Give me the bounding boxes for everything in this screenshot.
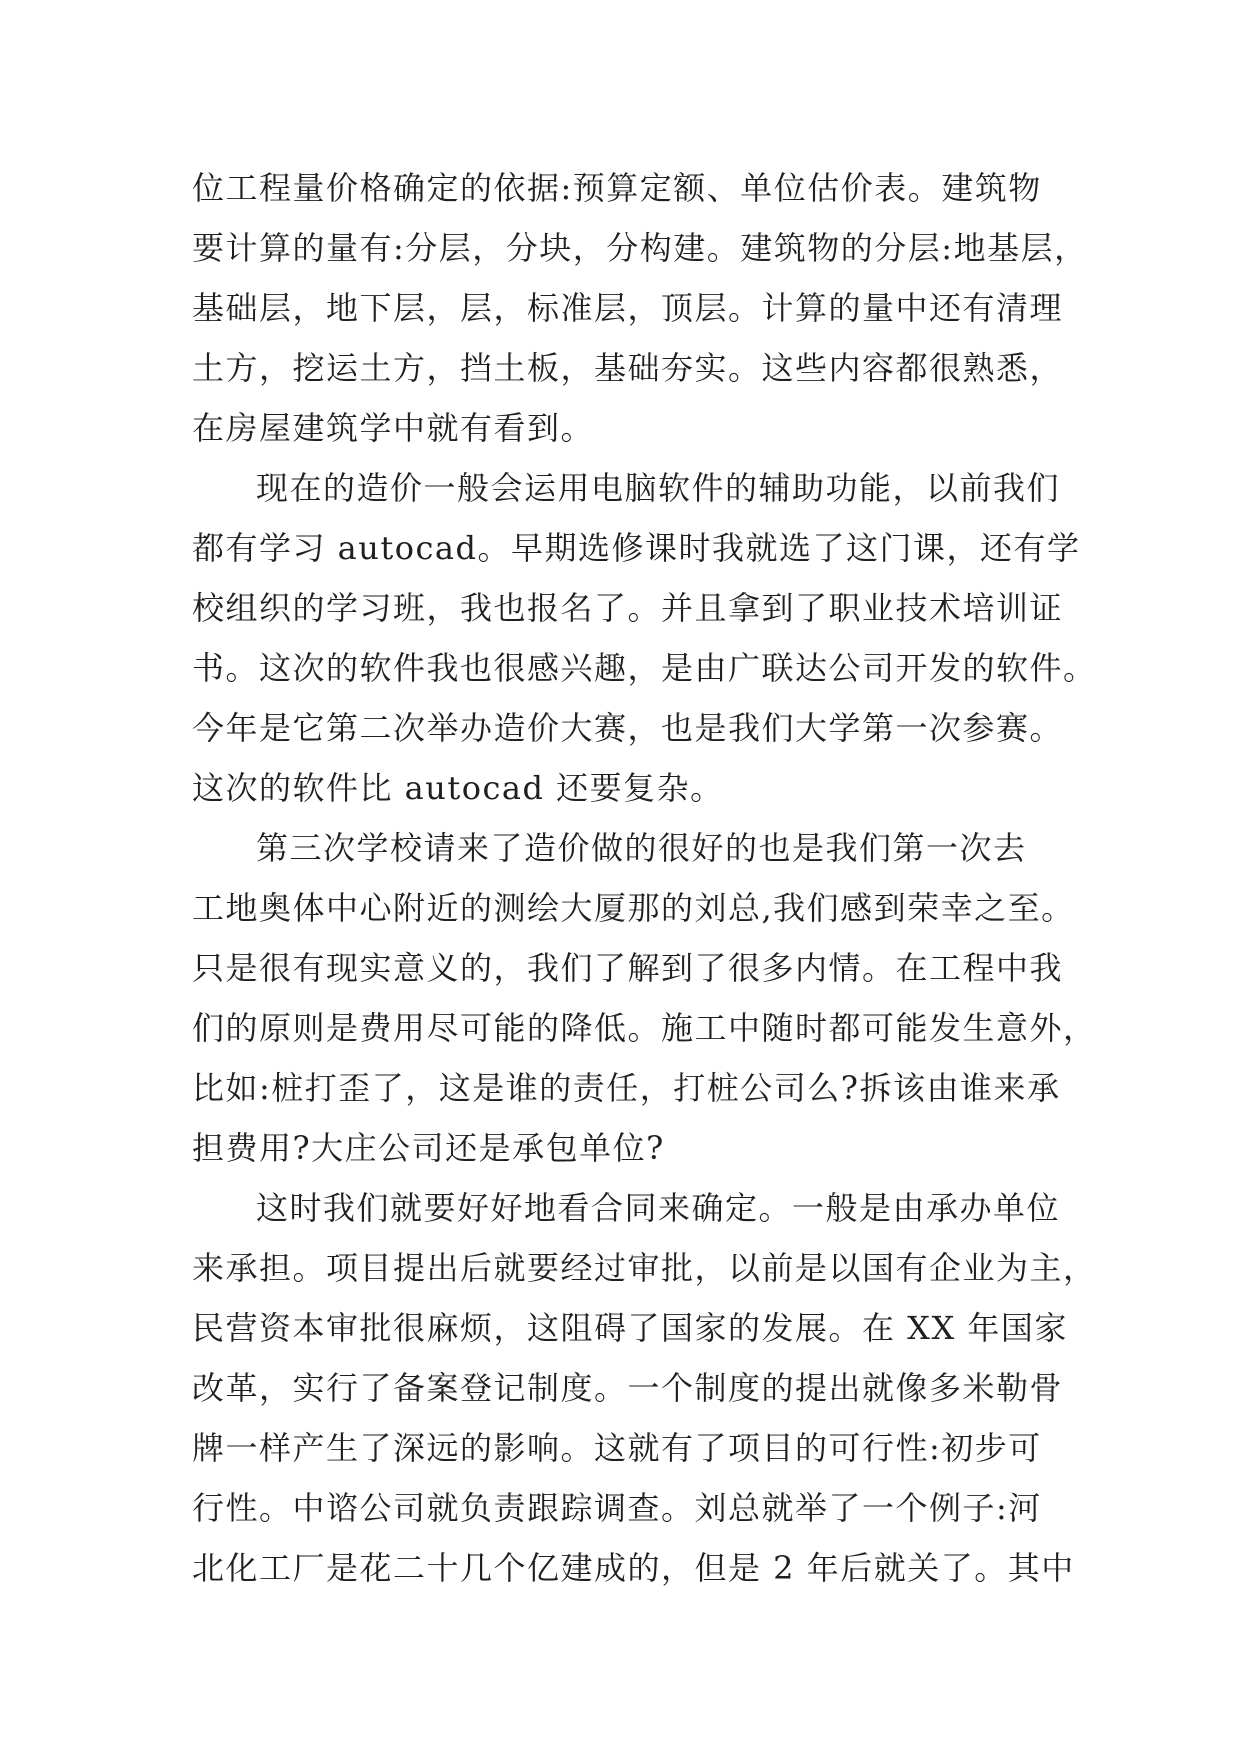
text-line: 书。这次的软件我也很感兴趣，是由广联达公司开发的软件。 bbox=[192, 649, 1097, 687]
body-text bbox=[192, 158, 1097, 1598]
text-line: 要计算的量有:分层，分块，分构建。建筑物的分层:地基层， bbox=[192, 229, 1088, 267]
text-line: 今年是它第二次举办造价大赛，也是我们大学第一次参赛。 bbox=[192, 709, 1064, 747]
paragraph-first-line: 这时我们就要好好地看合同来确定。一般是由承办单位 bbox=[256, 1189, 1061, 1227]
text-line: 担费用?大庄公司还是承包单位? bbox=[192, 1129, 665, 1167]
text-line: 比如:桩打歪了，这是谁的责任，打桩公司么?拆该由谁来承 bbox=[192, 1069, 1061, 1107]
text-line: 校组织的学习班，我也报名了。并且拿到了职业技术培训证 bbox=[192, 589, 1064, 627]
text-line: 来承担。项目提出后就要经过审批，以前是以国有企业为主， bbox=[192, 1249, 1097, 1287]
text-line: 改革，实行了备案登记制度。一个制度的提出就像多米勒骨 bbox=[192, 1369, 1064, 1407]
paragraph-first-line: 现在的造价一般会运用电脑软件的辅助功能，以前我们 bbox=[256, 469, 1061, 507]
text-line: 这次的软件比 autocad 还要复杂。 bbox=[192, 769, 724, 807]
text-line: 行性。中谘公司就负责跟踪调查。刘总就举了一个例子:河 bbox=[192, 1489, 1042, 1527]
text-line: 们的原则是费用尽可能的降低。施工中随时都可能发生意外， bbox=[192, 1009, 1097, 1047]
text-line: 牌一样产生了深远的影响。这就有了项目的可行性:初步可 bbox=[192, 1429, 1042, 1467]
text-line: 民营资本审批很麻烦，这阻碍了国家的发展。在 XX 年国家 bbox=[192, 1309, 1068, 1347]
text-line: 位工程量价格确定的依据:预算定额、单位估价表。建筑物 bbox=[192, 169, 1042, 207]
text-line: 只是很有现实意义的，我们了解到了很多内情。在工程中我 bbox=[192, 949, 1064, 987]
text-line: 工地奥体中心附近的测绘大厦那的刘总,我们感到荣幸之至。 bbox=[192, 889, 1075, 927]
text-line: 北化工厂是花二十几个亿建成的，但是 2 年后就关了。其中 bbox=[192, 1549, 1075, 1587]
paragraph-first-line: 第三次学校请来了造价做的很好的也是我们第一次去 bbox=[256, 829, 1027, 867]
text-line: 基础层，地下层，层，标准层，顶层。计算的量中还有清理 bbox=[192, 289, 1064, 327]
text-line: 都有学习 autocad。早期选修课时我就选了这门课，还有学 bbox=[192, 529, 1081, 567]
text-line: 在房屋建筑学中就有看到。 bbox=[192, 409, 595, 447]
text-line: 土方，挖运土方，挡土板，基础夯实。这些内容都很熟悉， bbox=[192, 349, 1064, 387]
